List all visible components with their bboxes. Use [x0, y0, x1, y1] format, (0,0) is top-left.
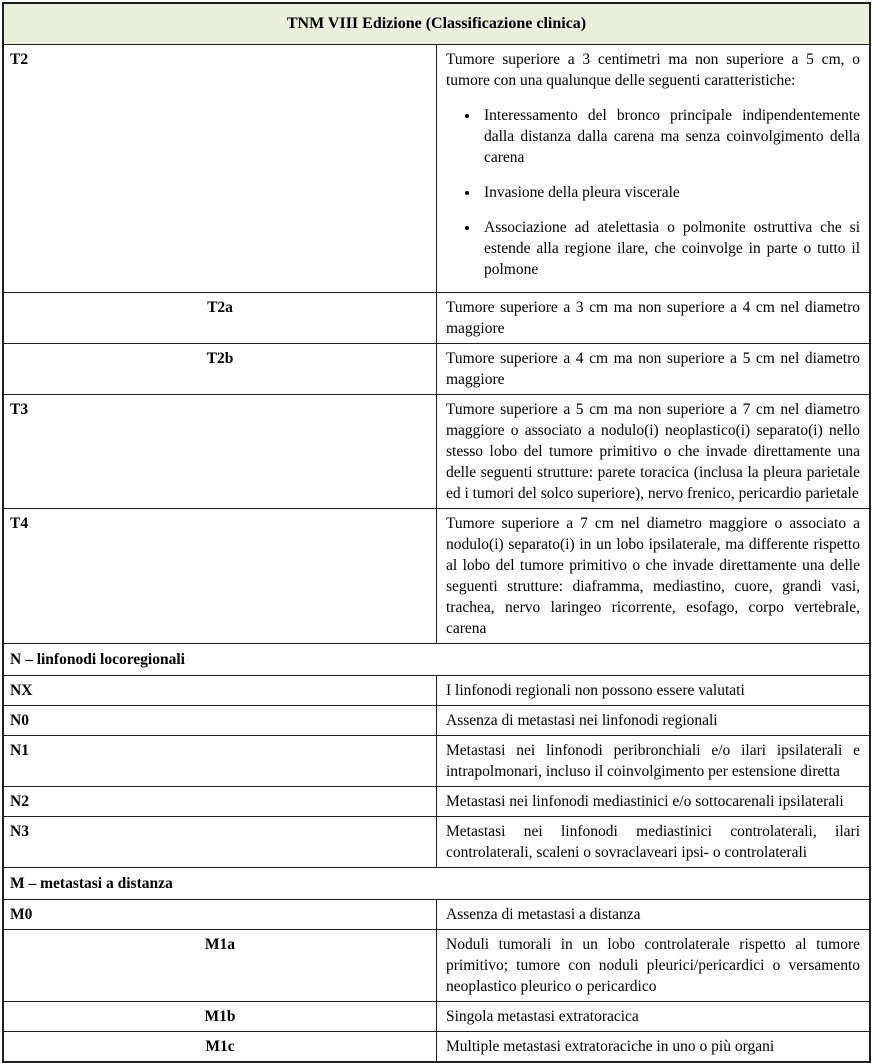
description-cell-m1b: Singola metastasi extratoracica — [437, 1002, 871, 1032]
t2-bullet-item: • Interessamento del bronco principale indipendentemente dalla distanza dalla carena ma senza coinvolgimento della carena — [480, 105, 860, 168]
description-cell-t4: Tumore superiore a 7 cm nel diametro maggiore o associato a nodulo(i) separato(i) in un lobo ipsilaterale, ma differente rispetto al lobo del tumore primitivo o che invade direttamente una delle seguenti strutture: diaframma, mediastino, cuore, grandi vasi, trachea, nervo laringeo ricorrente, esofago, corpo vertebrale, carena — [437, 509, 871, 644]
table-row — [3, 930, 870, 1002]
tnm-classification-table — [2, 2, 871, 1063]
table-row — [3, 395, 870, 509]
table-row — [3, 1002, 870, 1032]
table-title-row — [3, 3, 870, 45]
description-cell-t2 — [437, 45, 871, 293]
document-page — [0, 2, 875, 1055]
table-row — [3, 736, 870, 787]
table-title: TNM VIII Edizione (Classificazione clinica) — [3, 3, 870, 45]
description-cell-t3: Tumore superiore a 5 cm ma non superiore a 7 cm nel diametro maggiore o associato a nodulo(i) neoplastico(i) separato(i) nello stesso lobo del tumore primitivo o che invade direttamente una delle seguenti strutture: parete toracica (inclusa la pleura parietale ed i tumori del solco superiore), nervo frenico, pericardio parietale — [437, 395, 871, 509]
table-row — [3, 1032, 870, 1063]
section-row — [3, 868, 870, 900]
section-row — [3, 644, 870, 676]
table-row — [3, 676, 870, 706]
table-row — [3, 45, 870, 293]
description-cell-nx: I linfonodi regionali non possono essere valutati — [437, 676, 871, 706]
t2-bullet-list — [446, 105, 860, 280]
table-row — [3, 706, 870, 736]
code-cell-n1: N1 — [3, 736, 437, 787]
description-cell-t2b: Tumore superiore a 4 cm ma non superiore a 5 cm nel diametro maggiore — [437, 344, 871, 395]
code-cell-n2: N2 — [3, 787, 437, 817]
code-cell-t2a: T2a — [3, 293, 437, 344]
description-cell-m0: Assenza di metastasi a distanza — [437, 900, 871, 930]
table-row — [3, 900, 870, 930]
code-cell-t2b: T2b — [3, 344, 437, 395]
description-cell-t2a: Tumore superiore a 3 cm ma non superiore a 4 cm nel diametro maggiore — [437, 293, 871, 344]
description-cell-n1: Metastasi nei linfonodi peribronchiali e/o ilari ipsilaterali e intrapolmonari, incluso il coinvolgimento per estensione diretta — [437, 736, 871, 787]
t2-bullet-item: • Associazione ad atelettasia o polmonite ostruttiva che si estende alla regione ilare, che coinvolge in parte o tutto il polmone — [480, 217, 860, 280]
description-cell-n2: Metastasi nei linfonodi mediastinici e/o sottocarenali ipsilaterali — [437, 787, 871, 817]
table-row — [3, 293, 870, 344]
description-cell-m1a: Noduli tumorali in un lobo controlaterale rispetto al tumore primitivo; tumore con noduli pleurici/pericardici o versamento neoplastico pleurico o pericardico — [437, 930, 871, 1002]
code-cell-m0: M0 — [3, 900, 437, 930]
description-cell-m1c: Multiple metastasi extratoraciche in uno o più organi — [437, 1032, 871, 1063]
t2-bullet-item: • Invasione della pleura viscerale — [480, 182, 860, 203]
table-row — [3, 509, 870, 644]
code-cell-m1b: M1b — [3, 1002, 437, 1032]
t2-intro-text: Tumore superiore a 3 centimetri ma non superiore a 5 cm, o tumore con una qualunque delle seguenti caratteristiche: — [446, 51, 860, 89]
code-cell-m1a: M1a — [3, 930, 437, 1002]
table-row — [3, 817, 870, 868]
section-header-n: N – linfonodi locoregionali — [3, 644, 870, 676]
table-row — [3, 787, 870, 817]
code-cell-n3: N3 — [3, 817, 437, 868]
code-cell-t2: T2 — [3, 45, 437, 293]
code-cell-t4: T4 — [3, 509, 437, 644]
code-cell-n0: N0 — [3, 706, 437, 736]
section-header-m: M – metastasi a distanza — [3, 868, 870, 900]
description-cell-n0: Assenza di metastasi nei linfonodi regionali — [437, 706, 871, 736]
description-cell-n3: Metastasi nei linfonodi mediastinici controlaterali, ilari controlaterali, scaleni o sovraclaveari ipsi- o controlaterali — [437, 817, 871, 868]
code-cell-m1c: M1c — [3, 1032, 437, 1063]
code-cell-t3: T3 — [3, 395, 437, 509]
table-row — [3, 344, 870, 395]
code-cell-nx: NX — [3, 676, 437, 706]
